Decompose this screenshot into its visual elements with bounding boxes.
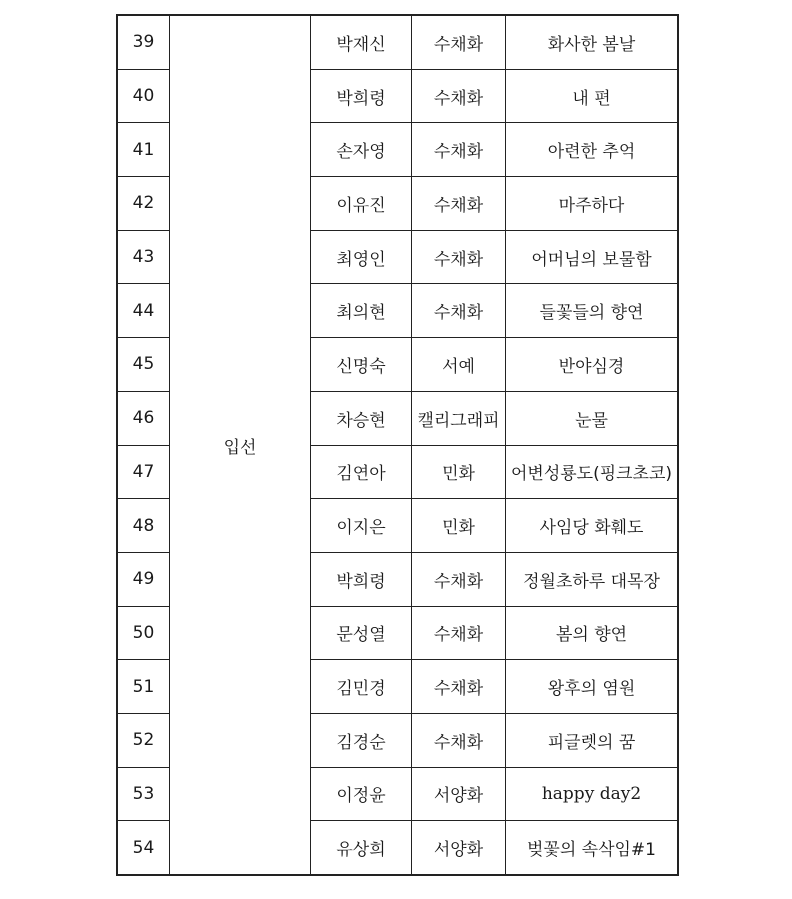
artist-name: 최의현 [311,284,412,338]
table-row [117,15,678,69]
entry-number: 39 [117,15,170,69]
artwork-title: 사임당 화훼도 [506,499,679,553]
category: 수채화 [412,15,506,69]
entry-number: 53 [117,767,170,821]
artist-name: 이유진 [311,177,412,231]
entry-number: 40 [117,69,170,123]
artist-name: 박희령 [311,552,412,606]
entry-number: 44 [117,284,170,338]
artwork-title: 화사한 봄날 [506,15,679,69]
artwork-title: 반야심경 [506,338,679,392]
category: 수채화 [412,552,506,606]
category: 수채화 [412,69,506,123]
artwork-title: 어변성룡도(핑크초코) [506,445,679,499]
category: 수채화 [412,230,506,284]
category: 수채화 [412,284,506,338]
artist-name: 박희령 [311,69,412,123]
artwork-title: 왕후의 염원 [506,660,679,714]
entry-number: 48 [117,499,170,553]
artist-name: 차승현 [311,391,412,445]
artist-name: 김연아 [311,445,412,499]
category: 캘리그래피 [412,391,506,445]
awards-table [116,14,679,876]
artist-name: 손자영 [311,123,412,177]
artwork-title: 들꽃들의 향연 [506,284,679,338]
entry-number: 52 [117,713,170,767]
artist-name: 이정윤 [311,767,412,821]
category: 민화 [412,445,506,499]
artist-name: 김경순 [311,713,412,767]
entry-number: 49 [117,552,170,606]
category: 수채화 [412,713,506,767]
entry-number: 42 [117,177,170,231]
entry-number: 41 [117,123,170,177]
award-group-cell: 입선 [170,15,311,875]
artwork-title: 마주하다 [506,177,679,231]
artist-name: 문성열 [311,606,412,660]
category: 수채화 [412,606,506,660]
category: 수채화 [412,177,506,231]
artist-name: 신명숙 [311,338,412,392]
entry-number: 43 [117,230,170,284]
artwork-title: 어머님의 보물함 [506,230,679,284]
artwork-title: 아련한 추억 [506,123,679,177]
artwork-title: happy day2 [506,767,679,821]
entry-number: 45 [117,338,170,392]
artist-name: 최영인 [311,230,412,284]
category: 수채화 [412,660,506,714]
artwork-title: 정월초하루 대목장 [506,552,679,606]
category: 수채화 [412,123,506,177]
entry-number: 51 [117,660,170,714]
category: 서예 [412,338,506,392]
artist-name: 이지은 [311,499,412,553]
category: 서양화 [412,821,506,875]
category: 서양화 [412,767,506,821]
entry-number: 50 [117,606,170,660]
entry-number: 46 [117,391,170,445]
entry-number: 54 [117,821,170,875]
category: 민화 [412,499,506,553]
artwork-title: 눈물 [506,391,679,445]
artwork-title: 벚꽃의 속삭임#1 [506,821,679,875]
artwork-title: 봄의 향연 [506,606,679,660]
awards-table-body [117,15,678,875]
artist-name: 김민경 [311,660,412,714]
artist-name: 유상희 [311,821,412,875]
artwork-title: 내 편 [506,69,679,123]
entry-number: 47 [117,445,170,499]
artwork-title: 피글렛의 꿈 [506,713,679,767]
artist-name: 박재신 [311,15,412,69]
